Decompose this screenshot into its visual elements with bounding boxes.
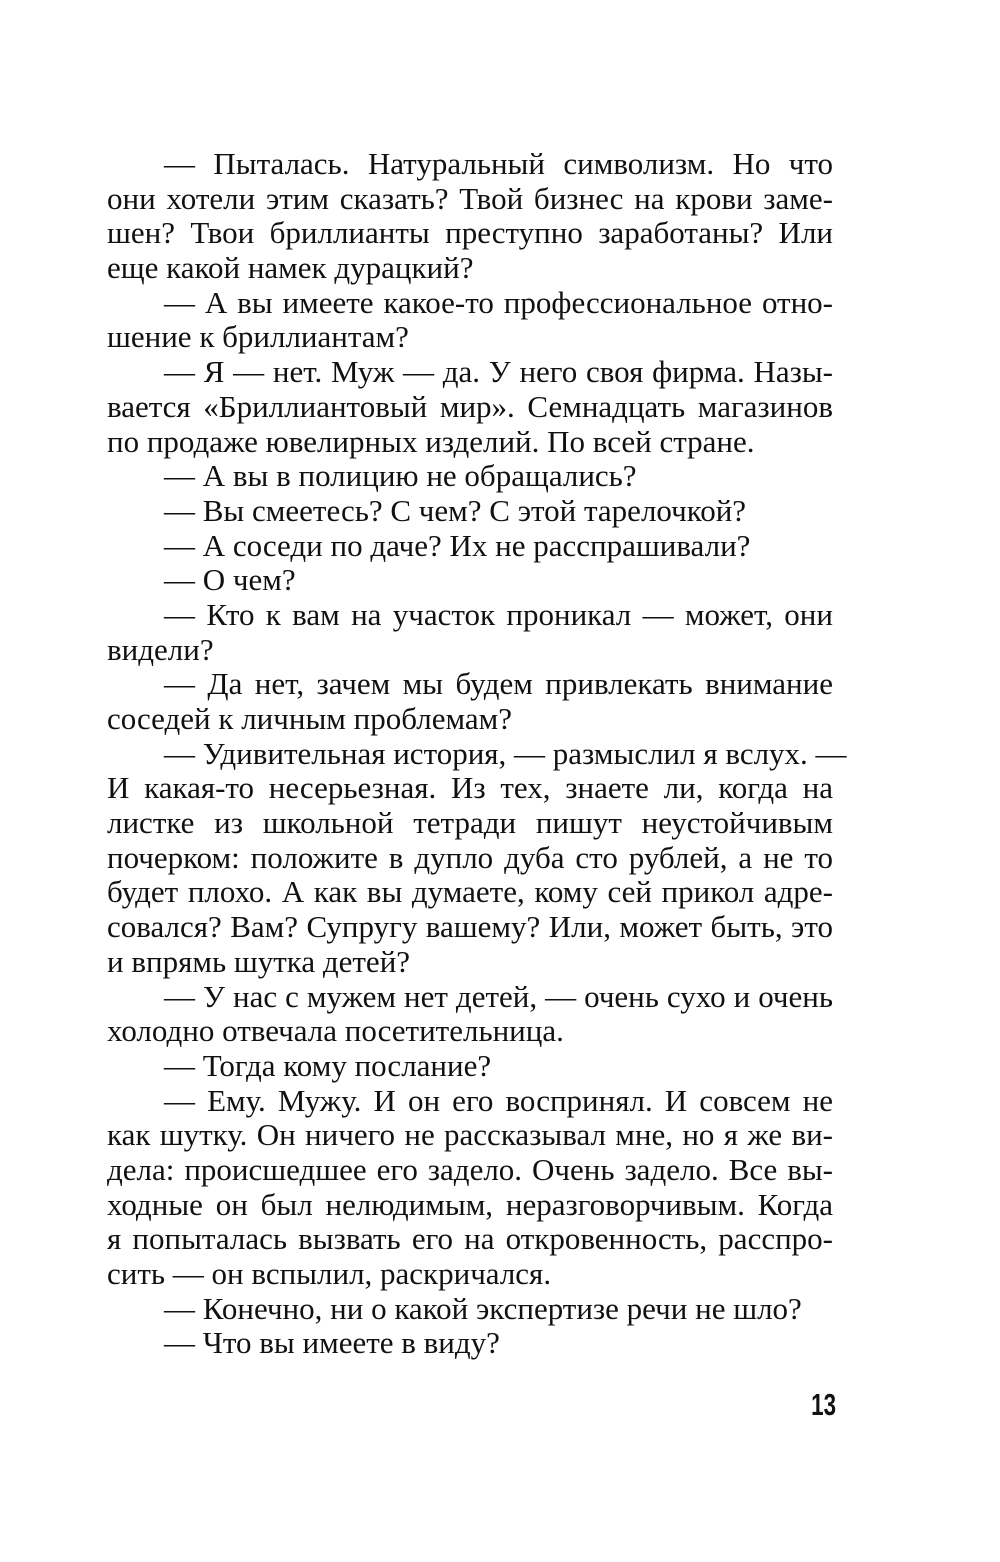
text-line: соседей к личным проблемам? [107, 701, 512, 736]
text-line: — Тогда кому послание? [164, 1047, 492, 1083]
text-line: еще какой намек дурацкий? [107, 250, 474, 286]
text-line: И какая-то несерьезная. Из тех, знаете ли, когда на [107, 770, 833, 806]
text-line: шен? Твои бриллианты преступно заработаны? Или [107, 215, 833, 251]
text-line: — Кто к вам на участок проникал — может, они [164, 596, 833, 632]
text-line: и впрямь шутка детей? [107, 943, 411, 979]
text-line: — О чем? [164, 562, 296, 598]
text-line: по продаже ювелирных изделий. По всей стране. [107, 423, 755, 459]
text-line: — Удивительная история, — размыслил я вслух. — [164, 735, 847, 771]
text-line: — Да нет, зачем мы будем привлекать внимание [164, 666, 833, 702]
text-line: вается «Бриллиантовый мир». Семнадцать магазинов [107, 388, 833, 424]
text-line: как шутку. Он ничего не рассказывал мне, но я же ви- [107, 1117, 833, 1153]
text-line: шение к бриллиантам? [107, 319, 409, 355]
text-line: ходные он был нелюдимым, неразговорчивым. Когда [107, 1186, 833, 1222]
text-line: я попыталась вызвать его на откровенность, расспро- [107, 1221, 833, 1257]
text-line: видели? [107, 631, 214, 667]
text-line: холодно отвечала посетительница. [107, 1013, 564, 1049]
text-line: листке из школьной тетради пишут неустойчивым [107, 805, 833, 841]
text-line: — А вы имеете какое-то профессиональное отно- [164, 284, 833, 320]
text-line: сить — он вспылил, раскричался. [107, 1256, 552, 1291]
text-line: — Ему. Мужу. И он его воспринял. И совсем не [164, 1082, 833, 1118]
text-line: — Конечно, ни о какой экспертизе речи не шло? [164, 1290, 802, 1326]
text-line: совался? Вам? Супругу вашему? Или, может быть, это [107, 909, 833, 945]
text-line: — А соседи по даче? Их не расспрашивали? [164, 527, 751, 563]
text-line: — Что вы имеете в виду? [164, 1325, 500, 1361]
text-line: — Я — нет. Муж — да. У него своя фирма. Назы- [164, 354, 833, 390]
text-line: — Пыталась. Натуральный символизм. Но что [164, 146, 833, 181]
text-line: — У нас с мужем нет детей, — очень сухо и очень [164, 978, 833, 1014]
text-line: — Вы смеетесь? С чем? С этой тарелочкой? [164, 492, 747, 528]
text-line: будет плохо. А как вы думаете, кому сей прикол адре- [107, 874, 833, 910]
text-line: почерком: положите в дупло дуба сто рублей, а не то [107, 839, 833, 875]
text-line: они хотели этим сказать? Твой бизнес на крови заме- [107, 180, 833, 216]
page-number: 13 [811, 1387, 836, 1422]
text-line: — А вы в полицию не обращались? [164, 458, 637, 494]
page-text [107, 146, 847, 1361]
text-line: дела: происшедшее его задело. Очень задело. Все вы- [107, 1151, 833, 1187]
